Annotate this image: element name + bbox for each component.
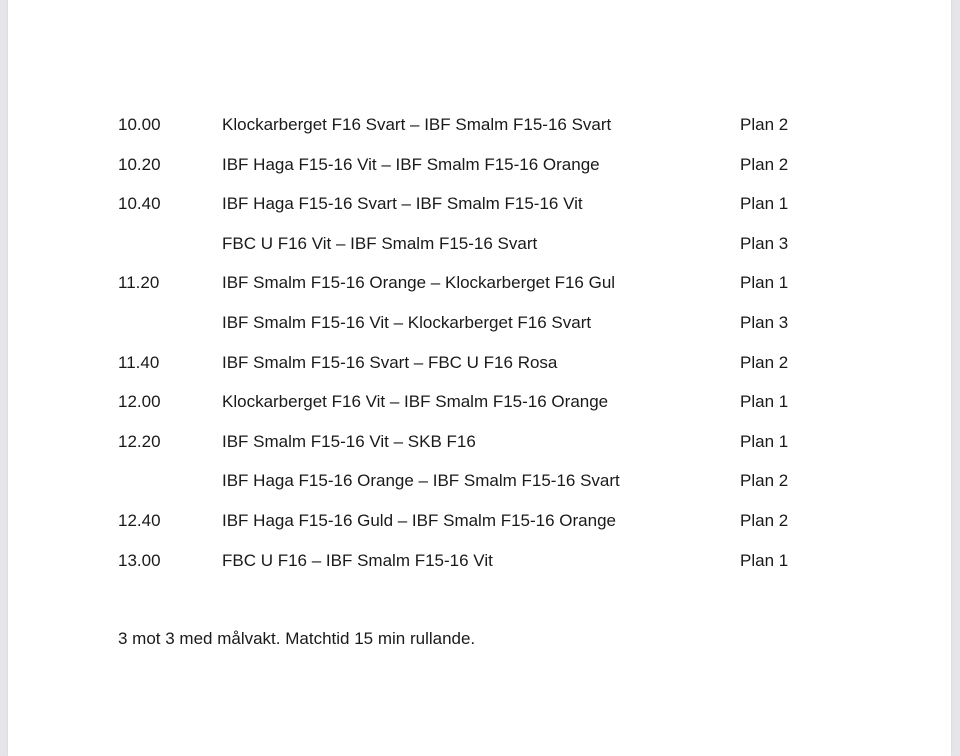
- match-teams: IBF Haga F15-16 Orange – IBF Smalm F15-16 Svart: [222, 471, 620, 491]
- match-time: 10.00: [118, 115, 161, 134]
- match-schedule: [118, 105, 838, 580]
- match-time: 12.40: [118, 510, 161, 530]
- match-field: Plan 1: [740, 194, 789, 214]
- match-field: Plan 1: [740, 392, 789, 412]
- match-field: Plan 1: [740, 550, 789, 570]
- match-field: Plan 2: [740, 352, 789, 372]
- schedule-row: [118, 501, 838, 541]
- match-field: Plan 1: [740, 431, 789, 451]
- match-time: 12.20: [118, 431, 161, 451]
- rules-note: 3 mot 3 med målvakt. Matchtid 15 min rullande.: [118, 629, 476, 648]
- schedule-row: [118, 184, 838, 224]
- match-teams: FBC U F16 Vit – IBF Smalm F15-16 Svart: [222, 233, 538, 253]
- match-time: 13.00: [118, 550, 161, 570]
- schedule-row: [118, 541, 838, 581]
- match-field: Plan 2: [740, 115, 789, 134]
- match-teams: IBF Smalm F15-16 Orange – Klockarberget F16 Gul: [222, 273, 616, 293]
- schedule-row: [118, 224, 838, 264]
- match-teams: IBF Haga F15-16 Vit – IBF Smalm F15-16 Orange: [222, 154, 600, 174]
- match-teams: IBF Smalm F15-16 Vit – SKB F16: [222, 431, 476, 451]
- match-time: 11.20: [118, 273, 160, 293]
- match-field: Plan 2: [740, 510, 789, 530]
- schedule-row: [118, 303, 838, 343]
- match-time: 12.00: [118, 392, 161, 412]
- match-time: 11.40: [118, 352, 160, 372]
- match-teams: IBF Smalm F15-16 Svart – FBC U F16 Rosa: [222, 352, 558, 372]
- match-field: Plan 1: [740, 273, 789, 293]
- schedule-row: [118, 422, 838, 462]
- document-page: [8, 0, 951, 756]
- schedule-row: [118, 461, 838, 501]
- match-time: 10.20: [118, 154, 161, 174]
- schedule-row: [118, 263, 838, 303]
- match-field: Plan 3: [740, 233, 789, 253]
- schedule-row: [118, 105, 838, 145]
- match-field: Plan 2: [740, 154, 789, 174]
- match-teams: Klockarberget F16 Vit – IBF Smalm F15-16 Orange: [222, 392, 609, 412]
- schedule-row: [118, 382, 838, 422]
- schedule-row: [118, 145, 838, 185]
- match-teams: IBF Haga F15-16 Guld – IBF Smalm F15-16 Orange: [222, 510, 617, 530]
- match-field: Plan 3: [740, 312, 789, 332]
- match-teams: Klockarberget F16 Svart – IBF Smalm F15-16 Svart: [222, 115, 612, 134]
- match-teams: FBC U F16 – IBF Smalm F15-16 Vit: [222, 550, 493, 570]
- schedule-row: [118, 343, 838, 383]
- match-field: Plan 2: [740, 471, 789, 491]
- match-time: 10.40: [118, 194, 161, 214]
- match-teams: IBF Haga F15-16 Svart – IBF Smalm F15-16 Vit: [222, 194, 583, 214]
- match-teams: IBF Smalm F15-16 Vit – Klockarberget F16 Svart: [222, 312, 592, 332]
